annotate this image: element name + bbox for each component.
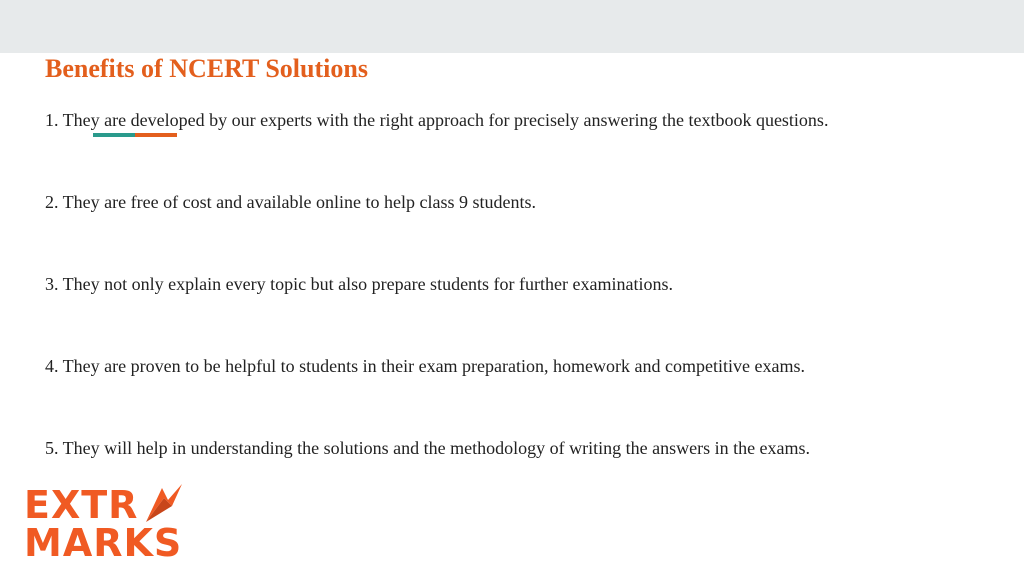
- slide-title: Benefits of NCERT Solutions: [45, 54, 368, 83]
- benefit-point-1: 1. They are developed by our experts with the right approach for precisely answering the textbook questions.: [45, 110, 829, 130]
- logo-line-2: MARKS: [24, 521, 183, 565]
- underline-orange-segment: [135, 133, 177, 137]
- benefit-point-2: 2. They are free of cost and available online to help class 9 students.: [45, 192, 537, 212]
- extramarks-logo: [24, 483, 183, 565]
- header-band: [0, 0, 1024, 53]
- title-underline-accent: [93, 133, 177, 137]
- logo-arrow-icon: [142, 482, 186, 526]
- underline-teal-segment: [93, 133, 135, 137]
- logo-line-1: EXTR: [24, 483, 139, 527]
- benefit-point-3: 3. They not only explain every topic but also prepare students for further examinations.: [45, 274, 673, 294]
- benefit-point-5: 5. They will help in understanding the solutions and the methodology of writing the answers in the exams.: [45, 438, 811, 458]
- benefit-point-4: 4. They are proven to be helpful to students in their exam preparation, homework and competitive exams.: [45, 356, 805, 376]
